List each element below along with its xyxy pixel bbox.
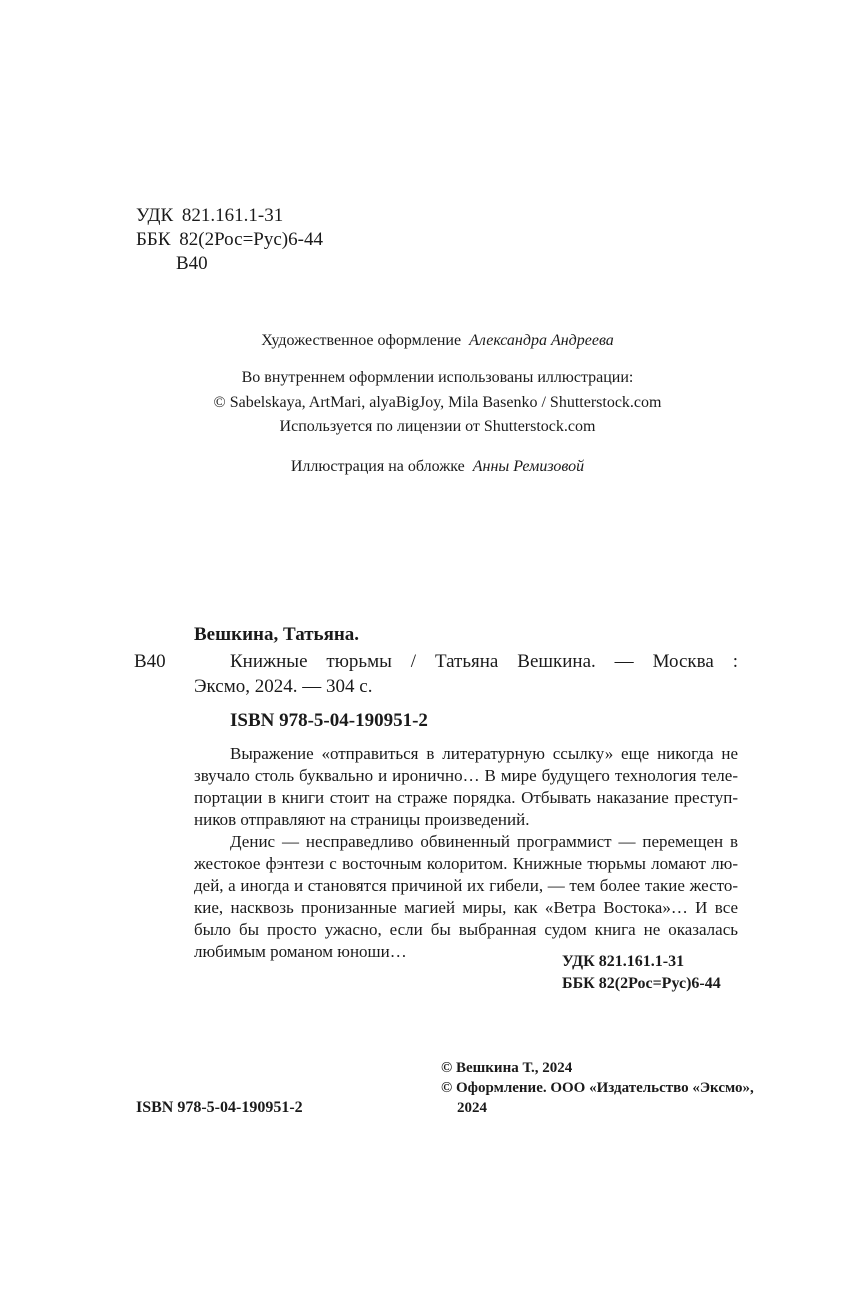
author-mark-top: В40 xyxy=(176,253,208,274)
title-word: Книжные xyxy=(230,651,308,672)
annotation xyxy=(194,743,738,963)
catalog-isbn: ISBN 978-5-04-190951-2 xyxy=(230,710,428,731)
annotation-line: звучало столь буквально и иронично… В мире будущего технология теле- xyxy=(194,766,738,785)
udk-label: УДК xyxy=(136,205,174,226)
title-word: Москва xyxy=(652,651,714,672)
cover-label: Иллюстрация на обложке xyxy=(290,458,465,475)
copyright-author: © Вешкина Т., 2024 xyxy=(441,1060,573,1076)
copyright-design-line-2: 2024 xyxy=(457,1100,487,1116)
title-word: тюрьмы xyxy=(326,651,392,672)
annotation-line: дей, а иногда и становятся причиной их гибели, — тем более такие жесто- xyxy=(194,876,738,895)
annotation-line: кие, насквозь пронизанные магией миры, как «Ветра Востока»… И все xyxy=(194,898,738,917)
cover-name: Анны Ремизовой xyxy=(472,458,585,475)
annotation-line: жестокое фэнтези с восточным колоритом. Книжные тюрьмы ломают лю- xyxy=(194,854,738,873)
annotation-bbk: ББК 82(2Рос=Рус)6-44 xyxy=(562,975,721,992)
annotation-line: ников отправляют на страницы произведений. xyxy=(194,810,530,829)
footer-isbn: ISBN 978-5-04-190951-2 xyxy=(136,1099,303,1116)
art-design-name: Александра Андреева xyxy=(469,332,614,349)
art-design-credit xyxy=(0,329,845,352)
bbk-label: ББК xyxy=(136,229,171,250)
imprint-line: Эксмо, 2024. — 304 с. xyxy=(194,676,373,697)
author-heading: Вешкина, Татьяна. xyxy=(194,624,360,645)
bbk-value: 82(2Рос=Рус)6-44 xyxy=(179,229,323,250)
annotation-line: портации в книги стоит на страже порядка. Отбывать наказание преступ- xyxy=(194,788,738,807)
annotation-line: любимым романом юноши… xyxy=(194,942,407,961)
cover-credit xyxy=(0,455,845,478)
udk-value: 821.161.1-31 xyxy=(181,205,284,226)
annotation-line: было бы просто ужасно, если бы выбранная судом книга не оказалась xyxy=(194,920,738,939)
illustrations-line-3: Используется по лицензии от Shutterstock.com xyxy=(279,418,596,435)
title-word: / xyxy=(410,651,417,672)
title-word: Вешкина. xyxy=(517,651,596,672)
annotation-line: Выражение «отправиться в литературную ссылку» еще никогда не xyxy=(230,744,738,763)
title-word: Татьяна xyxy=(434,651,499,672)
bbk-line xyxy=(136,228,323,252)
udk-line xyxy=(136,204,283,228)
title-word: — xyxy=(614,651,634,672)
title-word: : xyxy=(732,651,738,672)
author-mark-catalog: В40 xyxy=(134,651,166,672)
title-line xyxy=(230,650,738,674)
copyright-design-line-1: © Оформление. ООО «Издательство «Эксмо», xyxy=(441,1080,754,1096)
annotation-udk: УДК 821.161.1-31 xyxy=(562,953,685,970)
art-design-label: Художественное оформление xyxy=(261,332,462,349)
illustrations-line-1: Во внутреннем оформлении использованы иллюстрации: xyxy=(241,369,634,386)
illustrations-line-2: © Sabelskaya, ArtMari, alyaBigJoy, Mila Basenko / Shutterstock.com xyxy=(213,394,662,411)
annotation-line: Денис — несправедливо обвиненный программист — перемещен в xyxy=(230,832,738,851)
